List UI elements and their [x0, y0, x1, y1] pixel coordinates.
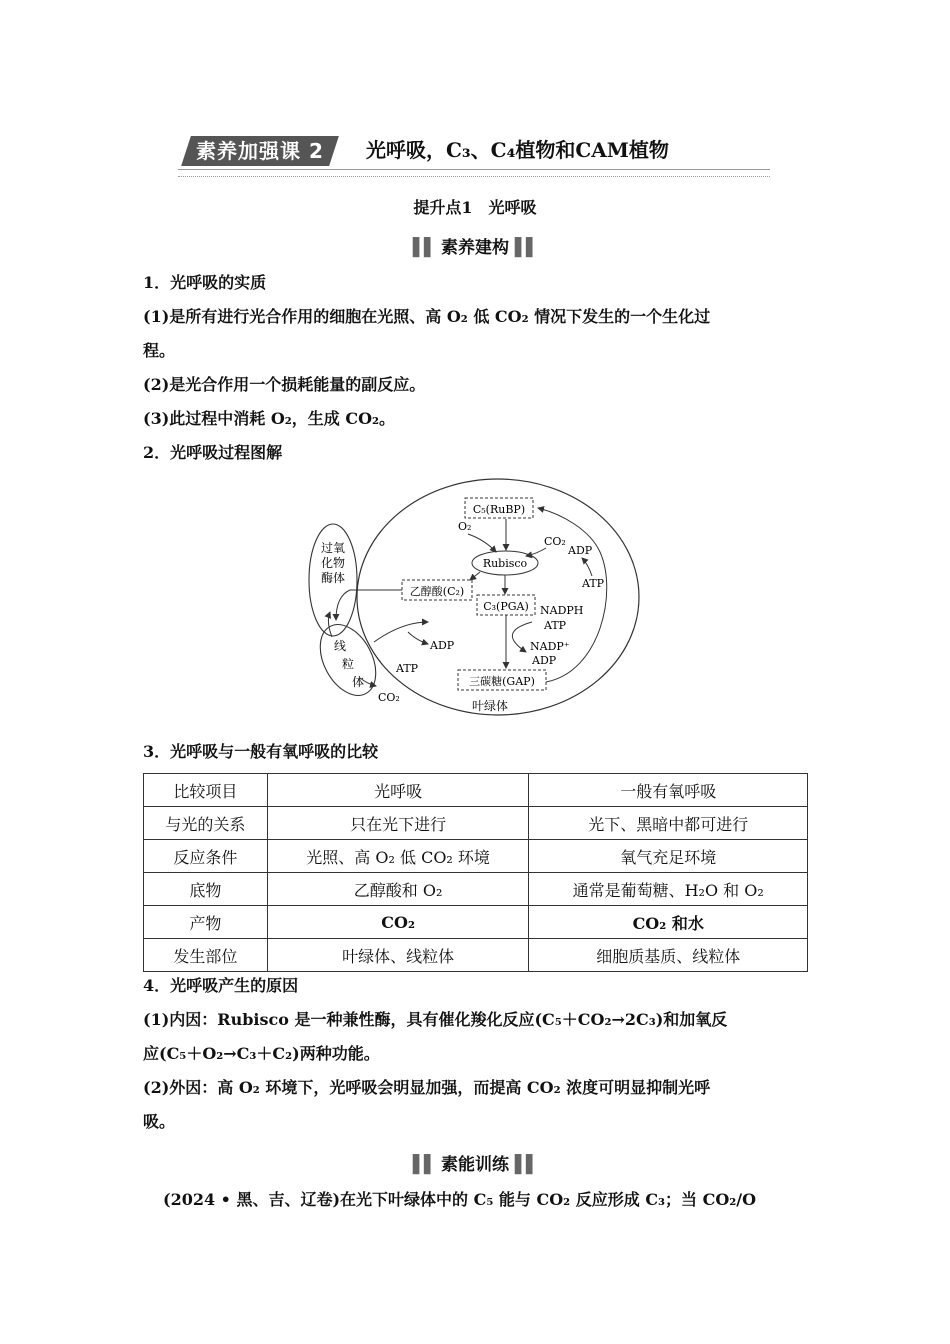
bar-right-icon: ▌▌ [514, 238, 538, 258]
peroxisome-label-1: 过氧 [320, 541, 346, 555]
o2-arrow [468, 534, 496, 552]
para-1-1b: 程。 [143, 341, 176, 360]
adp-right-label: ADP [568, 544, 593, 557]
co2-top-label: CO₂ [544, 535, 566, 548]
photorespiration-diagram [300, 472, 650, 722]
heading-1: 1．光呼吸的实质 [143, 273, 267, 292]
glycolate-label: 乙醇酸(C₂) [409, 585, 465, 598]
bar-left-icon: ▌▌ [412, 1155, 436, 1175]
table-cell: 发生部位 [144, 939, 268, 972]
atp-right-label: ATP [582, 577, 605, 590]
adp-left-arrow [408, 632, 428, 644]
table-cell: CO₂ 和水 [529, 906, 808, 939]
para-4-2b: 吸。 [143, 1112, 176, 1131]
table-cell: 只在光下进行 [267, 807, 529, 840]
heading-4: 4．光呼吸产生的原因 [143, 976, 299, 995]
para-1-1a: (1)是所有进行光合作用的细胞在光照、高 O₂ 低 CO₂ 情况下发生的一个生化过 [143, 307, 711, 326]
peroxisome-label-2: 化物 [320, 556, 346, 570]
mito-to-peroxisome-arrow [328, 612, 332, 637]
adp-mid-label: ADP [532, 654, 557, 667]
table-header-cell: 比较项目 [144, 774, 268, 807]
table-row [144, 939, 808, 972]
lesson-title: 光呼吸，C₃、C₄植物和CAM植物 [366, 138, 669, 162]
table-cell: 叶绿体、线粒体 [267, 939, 529, 972]
chloroplast-label: 叶绿体 [471, 699, 509, 713]
atp-mid-label: ATP [544, 619, 567, 632]
table-row [144, 873, 808, 906]
table-cell: 细胞质基质、线粒体 [529, 939, 808, 972]
rubisco-label: Rubisco [482, 557, 528, 570]
table-header-cell: 一般有氧呼吸 [529, 774, 808, 807]
rubisco-to-glycolate-arrow [470, 572, 480, 580]
nadp-label: NADP⁺ [530, 640, 570, 653]
bar-left-icon: ▌▌ [412, 238, 436, 258]
table-header-row [144, 774, 808, 807]
table-cell: 产物 [144, 906, 268, 939]
para-1-3: (3)此过程中消耗 O₂，生成 CO₂。 [143, 409, 396, 428]
gap-label: 三碳糖(GAP) [469, 675, 535, 688]
para-4-2a: (2)外因：高 O₂ 环境下，光呼吸会明显加强，而提高 CO₂ 浓度可明显抑制光呼 [143, 1078, 711, 1097]
c3-label: C₃(PGA) [483, 600, 529, 613]
table-cell: 反应条件 [144, 840, 268, 873]
table-cell: 光下、黑暗中都可进行 [529, 807, 808, 840]
table-row [144, 807, 808, 840]
atp-adp-arrow [582, 558, 592, 576]
table-row [144, 840, 808, 873]
table-cell: 底物 [144, 873, 268, 906]
table-cell: 光照、高 O₂ 低 CO₂ 环境 [267, 840, 529, 873]
section-heading-train: ▌▌ 素能训练 ▌▌ [412, 1155, 538, 1175]
table-cell: 乙醇酸和 O₂ [267, 873, 529, 906]
table-cell: 氧气充足环境 [529, 840, 808, 873]
c5-label: C₅(RuBP) [472, 503, 526, 516]
mito-label-3: 体 [352, 675, 365, 689]
table-header-cell: 光呼吸 [267, 774, 529, 807]
para-4-1b: 应(C₅＋O₂→C₃＋C₂)两种功能。 [143, 1044, 380, 1063]
atp-left-label: ATP [396, 662, 419, 675]
point-title: 提升点1 光呼吸 [413, 198, 537, 217]
glycolate-to-peroxisome-arrow [336, 590, 402, 620]
lesson-tag: 素养加强课 2 [181, 136, 339, 166]
para-4-1a: (1)内因：Rubisco 是一种兼性酶，具有催化羧化反应(C₅＋CO₂→2C₃)和加氧反 [143, 1010, 728, 1029]
mito-label-2: 粒 [342, 657, 355, 671]
heading-2: 2．光呼吸过程图解 [143, 443, 283, 462]
mito-label-1: 线 [334, 639, 347, 653]
nadph-label: NADPH [540, 604, 584, 617]
lesson-banner [178, 128, 770, 176]
o2-label: O₂ [458, 520, 472, 533]
exercise-text: (2024 • 黑、吉、辽卷)在光下叶绿体中的 C₅ 能与 CO₂ 反应形成 C₃；当 CO₂/O [163, 1190, 757, 1209]
table-cell: 通常是葡萄糖、H₂O 和 O₂ [529, 873, 808, 906]
para-1-2: (2)是光合作用一个损耗能量的副反应。 [143, 375, 426, 394]
banner-rule [178, 169, 770, 177]
section-heading-build: ▌▌ 素养建构 ▌▌ [412, 238, 538, 258]
peroxisome-label-3: 酶体 [320, 571, 346, 585]
heading-3: 3．光呼吸与一般有氧呼吸的比较 [143, 742, 379, 761]
co2-bottom-label: CO₂ [378, 691, 400, 704]
comparison-table [143, 773, 808, 972]
mito-atp-arrow [374, 622, 428, 642]
bar-right-icon: ▌▌ [514, 1155, 538, 1175]
table-cell: 与光的关系 [144, 807, 268, 840]
table-row [144, 906, 808, 939]
adp-left-label: ADP [430, 639, 455, 652]
table-cell: CO₂ [267, 906, 529, 939]
co2-top-arrow [526, 548, 546, 556]
